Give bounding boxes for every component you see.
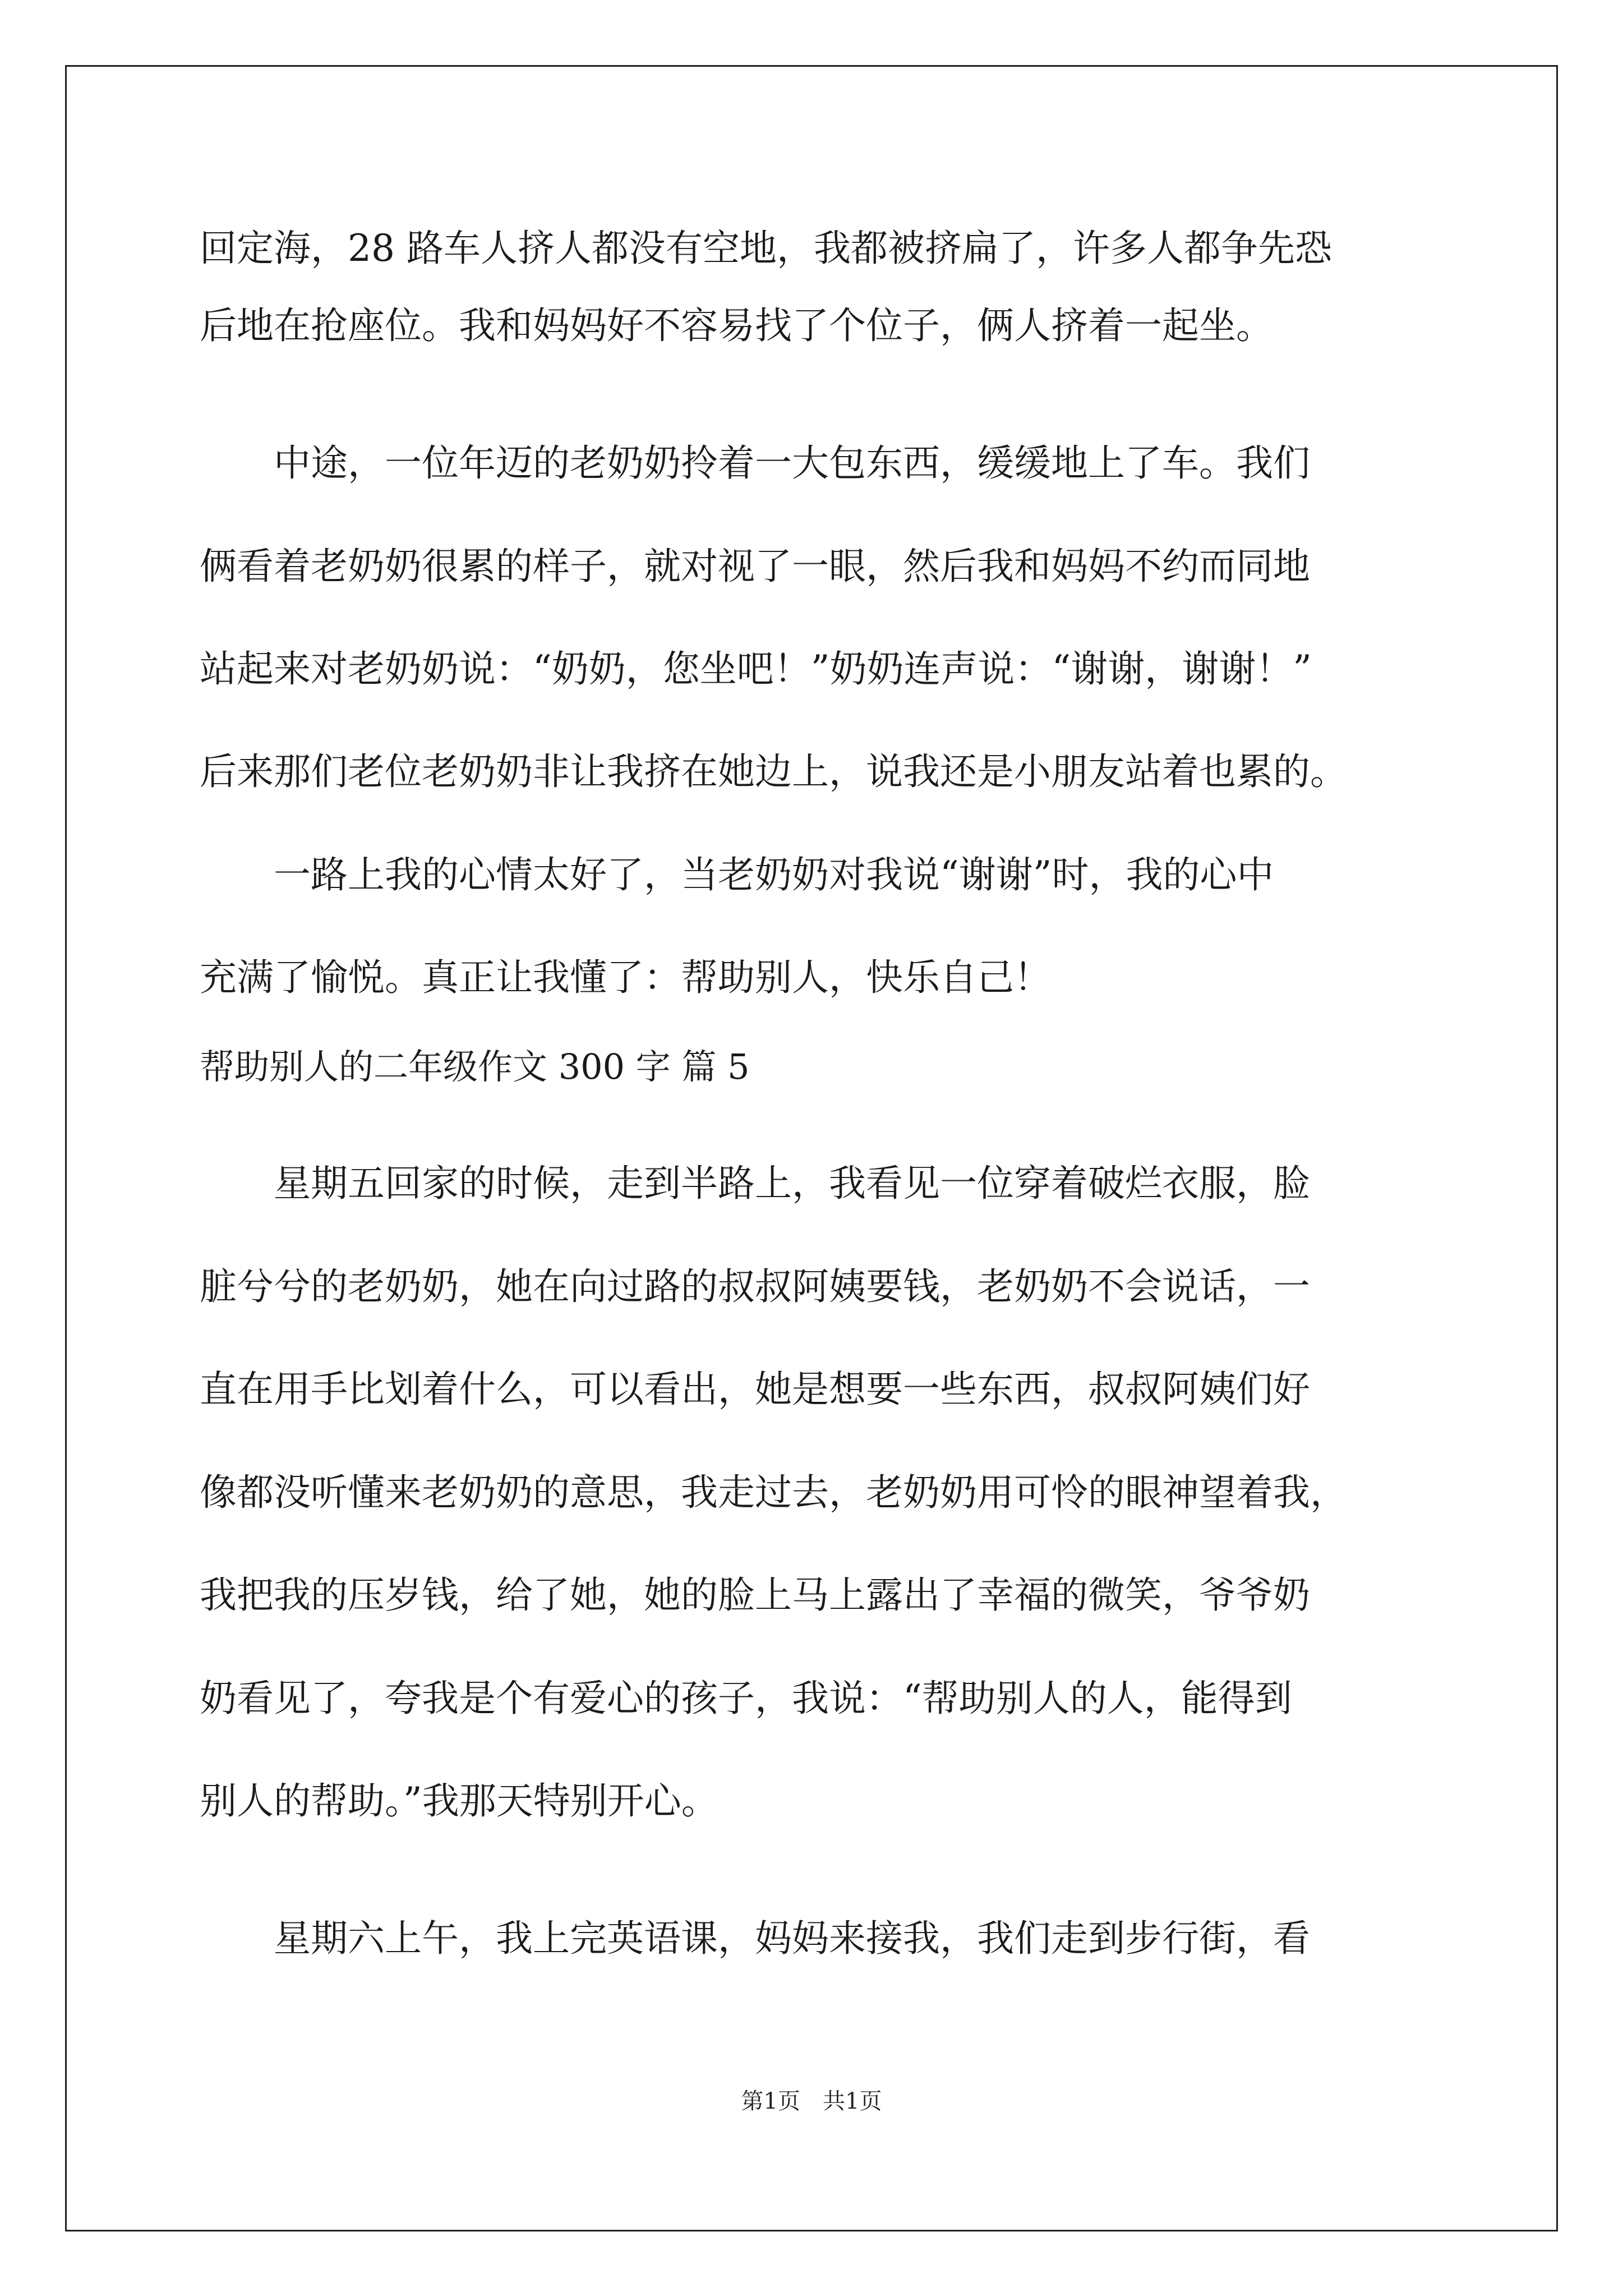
page-border (65, 65, 1558, 2231)
text-line: 回定海，28 路车人挤人都没有空地，我都被挤扁了，许多人都争先恐 (200, 227, 1332, 270)
text-line: 奶看见了，夸我是个有爱心的孩子，我说：“帮助别人的人，能得到 (200, 1677, 1292, 1720)
text-line: 星期五回家的时候，走到半路上，我看见一位穿着破烂衣服，脸 (200, 1162, 1310, 1205)
text-line: 后地在抢座位。我和妈妈好不容易找了个位子，俩人挤着一起坐。 (200, 304, 1273, 347)
text-line: 像都没听懂来老奶奶的意思，我走过去，老奶奶用可怜的眼神望着我， (200, 1471, 1347, 1514)
text-line: 别人的帮助。”我那天特别开心。 (200, 1779, 718, 1823)
text-line: 中途，一位年迈的老奶奶拎着一大包东西，缓缓地上了车。我们 (200, 441, 1310, 485)
text-line: 充满了愉悦。真正让我懂了：帮助别人，快乐自己！ (200, 956, 1051, 999)
section-heading: 帮助别人的二年级作文 300 字 篇 5 (200, 1046, 750, 1087)
text-line: 俩看着老奶奶很累的样子，就对视了一眼，然后我和妈妈不约而同地 (200, 545, 1310, 588)
text-line: 站起来对老奶奶说：“奶奶，您坐吧！”奶奶连声说：“谢谢，谢谢！” (200, 647, 1312, 691)
text-line: 脏兮兮的老奶奶，她在向过路的叔叔阿姨要钱，老奶奶不会说话，一 (200, 1265, 1310, 1308)
text-line: 直在用手比划着什么，可以看出，她是想要一些东西，叔叔阿姨们好 (200, 1368, 1310, 1411)
page-footer: 第1页 共1页 (741, 2088, 882, 2114)
text-line: 一路上我的心情太好了，当老奶奶对我说“谢谢”时，我的心中 (200, 853, 1274, 896)
text-line: 星期六上午，我上完英语课，妈妈来接我，我们走到步行街，看 (200, 1917, 1310, 1960)
text-line: 后来那们老位老奶奶非让我挤在她边上，说我还是小朋友站着也累的。 (200, 750, 1347, 793)
text-line: 我把我的压岁钱，给了她，她的脸上马上露出了幸福的微笑，爷爷奶 (200, 1573, 1310, 1617)
